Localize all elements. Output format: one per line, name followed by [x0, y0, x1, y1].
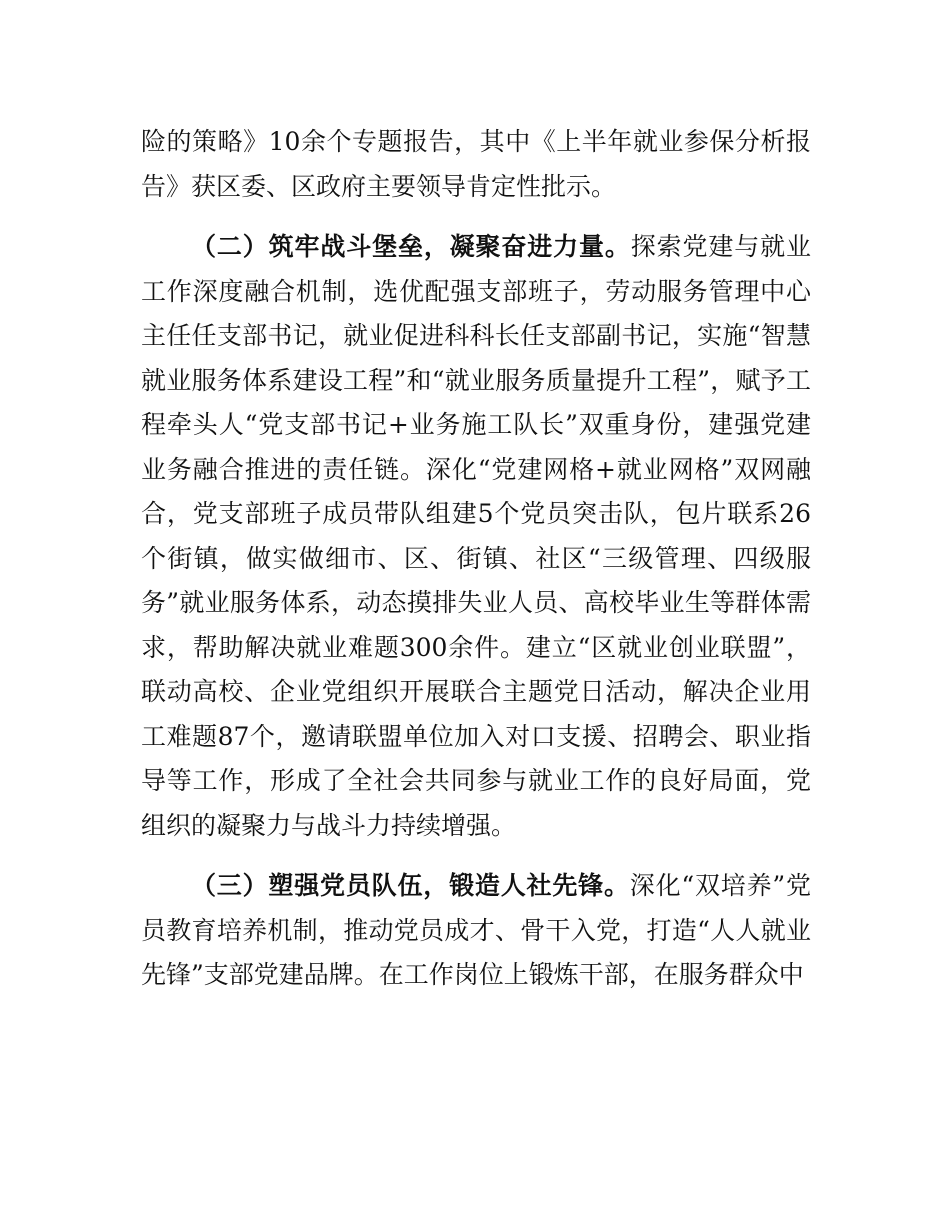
paragraph-text: 险的策略》10余个专题报告，其中《上半年就业参保分析报告》获区委、区政府主要领导肯定性批示。: [141, 127, 811, 201]
document-body: [141, 120, 811, 998]
paragraph-continuation: [141, 120, 811, 209]
paragraph-text: 深化“双培养”党员教育培养机制，推动党员成才、骨干入党，打造“人人就业先锋”支部党建品牌。在工作岗位上锻炼干部，在服务群众中: [141, 871, 811, 989]
paragraph-section-3: [141, 864, 811, 998]
paragraph-text: 探索党建与就业工作深度融合机制，选优配强支部班子，劳动服务管理中心主任任支部书记，就业促进科科长任支部副书记，实施“智慧就业服务体系建设工程”和“就业服务质量提升工程”，赋予工程牵头人“党支部书记+业务施工队长”双重身份，建强党建业务融合推进的责任链。深化“党建网格+就业网格”双网融合，党支部班子成员带队组建5个党员突击队，包片联系26个街镇，做实做细市、区、街镇、社区“三级管理、四级服务”就业服务体系，动态摸排失业人员、高校毕业生等群体需求，帮助解决就业难题300余件。建立“区就业创业联盟”，联动高校、企业党组织开展联合主题党日活动，解决企业用工难题87个，邀请联盟单位加入对口支援、招聘会、职业指导等工作，形成了全社会共同参与就业工作的良好局面，党组织的凝聚力与战斗力持续增强。: [141, 232, 811, 840]
paragraph-section-2: [141, 225, 811, 848]
section-heading-3: （三）塑强党员队伍，锻造人社先锋。: [191, 871, 630, 900]
section-heading-2: （二）筑牢战斗堡垒，凝聚奋进力量。: [191, 232, 631, 261]
